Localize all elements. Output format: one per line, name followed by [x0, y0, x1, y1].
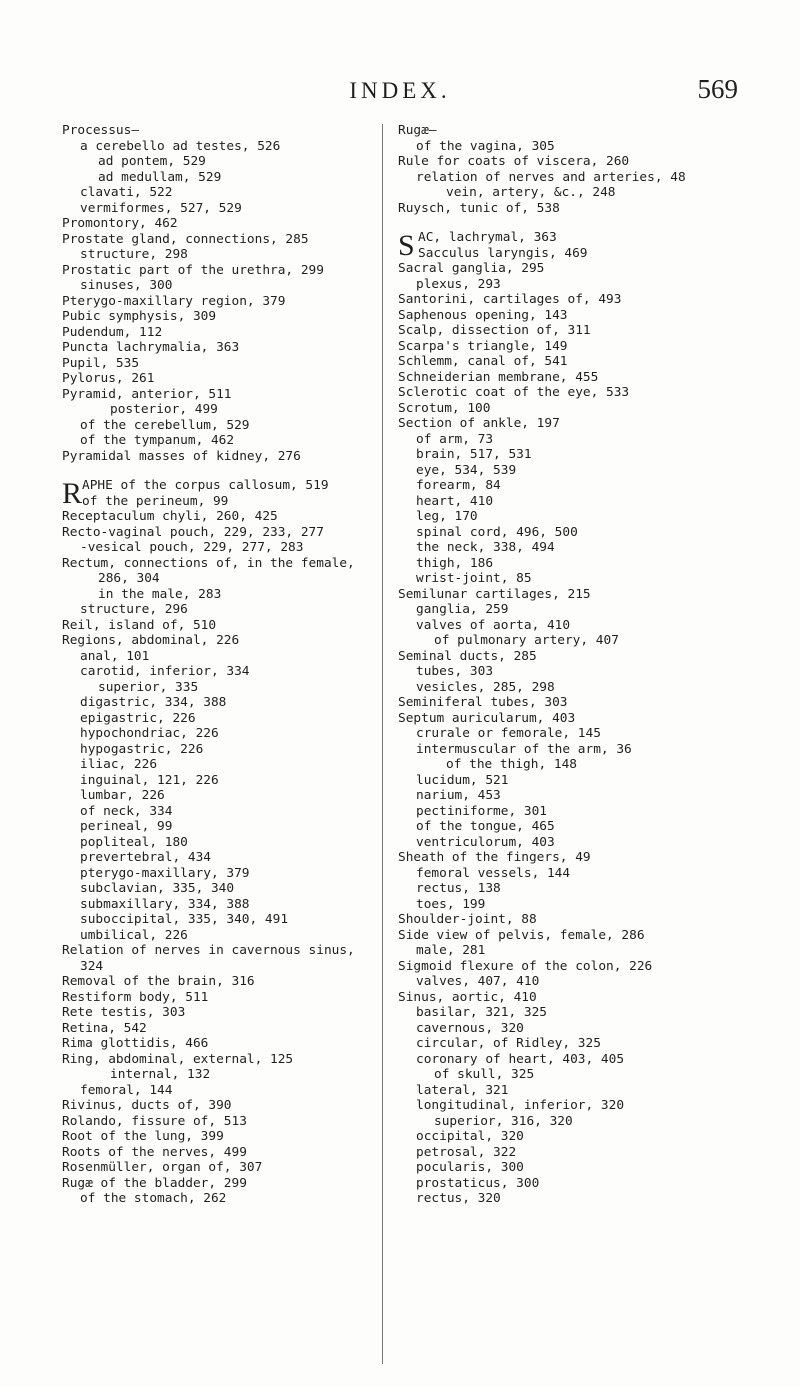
index-subentry: ad pontem, 529	[98, 154, 206, 169]
index-subentry: forearm, 84	[416, 478, 501, 493]
index-entry: Rete testis, 303	[62, 1005, 186, 1020]
index-entry: Regions, abdominal, 226	[62, 633, 240, 648]
index-subentry: iliac, 226	[80, 757, 158, 772]
index-subentry: of arm, 73	[416, 431, 494, 447]
index-entry: Side view of pelvis, female, 286	[398, 927, 645, 943]
index-subentry: valves of aorta, 410	[416, 617, 571, 633]
index-subentry: pectiniforme, 301	[416, 803, 547, 819]
index-subentry: of the tongue, 465	[416, 819, 555, 834]
index-entry: Saphenous opening, 143	[398, 307, 568, 323]
index-subentry: popliteal, 180	[80, 834, 188, 850]
index-subentry: structure, 298	[80, 247, 188, 262]
section-start	[398, 230, 798, 261]
index-subentry: hypochondriac, 226	[80, 726, 219, 741]
index-subentry: a cerebello ad testes, 526	[80, 138, 281, 154]
index-subentry: ganglia, 259	[416, 602, 509, 617]
index-entry: Sinus, aortic, 410	[398, 989, 537, 1005]
index-subentry: inguinal, 121, 226	[80, 772, 219, 788]
index-subentry: vermiformes, 527, 529	[80, 200, 242, 216]
index-subentry: pterygo-maxillary, 379	[80, 865, 250, 881]
index-subentry: subclavian, 335, 340	[80, 881, 235, 896]
index-entry: Septum auricularum, 403	[398, 710, 576, 726]
index-subentry: submaxillary, 334, 388	[80, 896, 250, 912]
index-subentry: femoral, 144	[80, 1082, 173, 1098]
index-entry: Sclerotic coat of the eye, 533	[398, 385, 630, 400]
index-subentry: thigh, 186	[416, 555, 494, 571]
index-subentry: of the stomach, 262	[80, 1191, 227, 1206]
index-entry: Pylorus, 261	[62, 371, 155, 386]
index-column-right	[398, 123, 798, 1207]
index-subentry: of the tympanum, 462	[80, 433, 235, 448]
drop-cap-letter: R	[62, 477, 83, 510]
index-entry: Rivinus, ducts of, 390	[62, 1098, 232, 1113]
index-subentry: petrosal, 322	[416, 1144, 517, 1160]
index-entry: Rectum, connections of, in the female,	[62, 555, 355, 571]
index-entry: Removal of the brain, 316	[62, 974, 255, 989]
index-subentry: of pulmonary artery, 407	[434, 633, 619, 648]
index-entry: Seminiferal tubes, 303	[398, 695, 568, 710]
index-entry: Promontory, 462	[62, 216, 178, 231]
index-subentry: toes, 199	[416, 896, 486, 912]
section-start	[62, 478, 362, 509]
index-entry: Pupil, 535	[62, 355, 140, 371]
index-entry: Seminal ducts, 285	[398, 648, 537, 664]
index-entry: Rugæ of the bladder, 299	[62, 1175, 247, 1191]
index-subentry: valves, 407, 410	[416, 974, 540, 989]
index-entry: Sacral ganglia, 295	[398, 261, 545, 276]
page-title: INDEX.	[349, 78, 451, 103]
index-subentry: brain, 517, 531	[416, 447, 532, 462]
index-subentry: prevertebral, 434	[80, 850, 211, 865]
index-entry: Rosenmüller, organ of, 307	[62, 1160, 263, 1175]
index-subentry: internal, 132	[110, 1067, 211, 1082]
index-subentry: circular, of Ridley, 325	[416, 1036, 601, 1051]
index-entry: Santorini, cartilages of, 493	[398, 292, 622, 307]
index-entry: Sigmoid flexure of the colon, 226	[398, 958, 653, 974]
index-subentry: posterior, 499	[110, 402, 218, 417]
index-entry: Roots of the nerves, 499	[62, 1144, 247, 1160]
index-subentry: vesicles, 285, 298	[416, 679, 555, 695]
index-subentry: femoral vessels, 144	[416, 865, 571, 881]
index-subentry: suboccipital, 335, 340, 491	[80, 912, 289, 927]
index-subentry: ad medullam, 529	[98, 169, 222, 185]
index-subentry: umbilical, 226	[80, 927, 188, 943]
index-subentry: carotid, inferior, 334	[80, 664, 250, 679]
index-subentry: of the cerebellum, 529	[80, 417, 250, 433]
index-subentry: pocularis, 300	[416, 1160, 524, 1175]
index-subentry: anal, 101	[80, 648, 150, 664]
index-subentry: coronary of heart, 403, 405	[416, 1051, 625, 1067]
index-entry: Schlemm, canal of, 541	[398, 354, 568, 369]
index-subentry: sinuses, 300	[80, 278, 173, 293]
index-entry: Restiform body, 511	[62, 989, 209, 1005]
index-entry: Puncta lachrymalia, 363	[62, 340, 240, 355]
index-subentry: lucidum, 521	[416, 772, 509, 788]
index-entry: Ruysch, tunic of, 538	[398, 200, 560, 216]
index-column-left	[62, 123, 362, 1207]
index-subentry: lumbar, 226	[80, 788, 165, 803]
index-entry: Pudendum, 112	[62, 324, 163, 340]
index-subentry: rectus, 320	[416, 1191, 501, 1206]
section-gap	[62, 464, 362, 478]
index-entry: Section of ankle, 197	[398, 416, 560, 431]
index-entry: Shoulder-joint, 88	[398, 912, 537, 927]
index-subentry: structure, 296	[80, 602, 188, 617]
index-subentry: rectus, 138	[416, 881, 501, 896]
index-entry: Retina, 542	[62, 1020, 147, 1036]
index-subentry: plexus, 293	[416, 276, 501, 292]
index-subentry: ventriculorum, 403	[416, 834, 555, 850]
index-subentry: 324	[80, 958, 104, 974]
section-gap	[398, 216, 798, 230]
index-entry: Reil, island of, 510	[62, 617, 217, 633]
index-subentry: vein, artery, &c., 248	[446, 185, 616, 200]
index-subentry: -vesical pouch, 229, 277, 283	[80, 540, 304, 555]
index-entry: Scrotum, 100	[398, 400, 491, 416]
index-subentry: basilar, 321, 325	[416, 1005, 547, 1020]
index-subentry: longitudinal, inferior, 320	[416, 1098, 625, 1113]
index-subentry: of skull, 325	[434, 1067, 535, 1082]
index-subentry: hypogastric, 226	[80, 741, 204, 757]
index-subentry: spinal cord, 496, 500	[416, 524, 578, 540]
index-subentry: perineal, 99	[80, 819, 173, 834]
index-entry: Pyramid, anterior, 511	[62, 386, 232, 402]
index-subentry: clavati, 522	[80, 185, 173, 200]
index-entry: of the perineum, 99	[82, 493, 229, 509]
index-entry: Schneiderian membrane, 455	[398, 369, 599, 385]
index-entry: Sheath of the fingers, 49	[398, 850, 591, 865]
index-entry: Sacculus laryngis, 469	[418, 245, 588, 261]
index-entry: Root of the lung, 399	[62, 1129, 224, 1144]
index-entry: Processus—	[62, 123, 140, 138]
index-entry: Rugæ—	[398, 123, 437, 138]
index-subentry: superior, 335	[98, 679, 199, 695]
index-subentry: in the male, 283	[98, 586, 222, 602]
index-subentry: digastric, 334, 388	[80, 695, 227, 710]
index-subentry: of neck, 334	[80, 803, 173, 819]
drop-cap-letter: S	[398, 229, 415, 262]
index-entry: Prostatic part of the urethra, 299	[62, 262, 324, 278]
index-entry: Ring, abdominal, external, 125	[62, 1051, 294, 1067]
index-subentry: of the thigh, 148	[446, 757, 577, 772]
index-subentry: the neck, 338, 494	[416, 540, 555, 555]
index-entry: Prostate gland, connections, 285	[62, 231, 309, 247]
index-subentry: leg, 170	[416, 509, 478, 524]
index-entry: Relation of nerves in cavernous sinus,	[62, 943, 355, 958]
index-entry: Pyramidal masses of kidney, 276	[62, 448, 301, 464]
index-subentry: prostaticus, 300	[416, 1175, 540, 1191]
index-subentry: epigastric, 226	[80, 710, 196, 726]
index-entry: Pubic symphysis, 309	[62, 309, 217, 324]
index-subentry: crurale or femorale, 145	[416, 726, 601, 741]
column-divider	[382, 124, 383, 1364]
page-number: 569	[697, 74, 738, 104]
index-entry: Scarpa's triangle, 149	[398, 338, 568, 354]
index-subentry: occipital, 320	[416, 1129, 524, 1144]
index-entry: Semilunar cartilages, 215	[398, 586, 591, 602]
index-subentry: lateral, 321	[416, 1082, 509, 1098]
index-entry: Rima glottidis, 466	[62, 1036, 209, 1051]
index-subentry: narium, 453	[416, 788, 501, 803]
index-entry: Scalp, dissection of, 311	[398, 323, 591, 338]
index-entry: Rule for coats of viscera, 260	[398, 154, 630, 169]
index-subentry: superior, 316, 320	[434, 1113, 573, 1129]
index-subentry: of the vagina, 305	[416, 138, 555, 154]
index-subentry: male, 281	[416, 943, 486, 958]
index-entry: Pterygo-maxillary region, 379	[62, 293, 286, 309]
index-entry: Receptaculum chyli, 260, 425	[62, 509, 278, 524]
index-subentry: relation of nerves and arteries, 48	[416, 169, 686, 185]
index-subentry: tubes, 303	[416, 664, 494, 679]
index-subentry: intermuscular of the arm, 36	[416, 741, 632, 757]
index-subentry: wrist-joint, 85	[416, 571, 532, 586]
index-entry: APHE of the corpus callosum, 519	[82, 478, 329, 493]
index-entry: Rolando, fissure of, 513	[62, 1113, 247, 1129]
index-entry: Recto-vaginal pouch, 229, 233, 277	[62, 524, 324, 540]
index-subentry: cavernous, 320	[416, 1020, 524, 1036]
index-subentry: 286, 304	[98, 571, 160, 586]
index-subentry: eye, 534, 539	[416, 462, 517, 478]
index-subentry: heart, 410	[416, 493, 494, 509]
index-entry: AC, lachrymal, 363	[418, 230, 557, 245]
